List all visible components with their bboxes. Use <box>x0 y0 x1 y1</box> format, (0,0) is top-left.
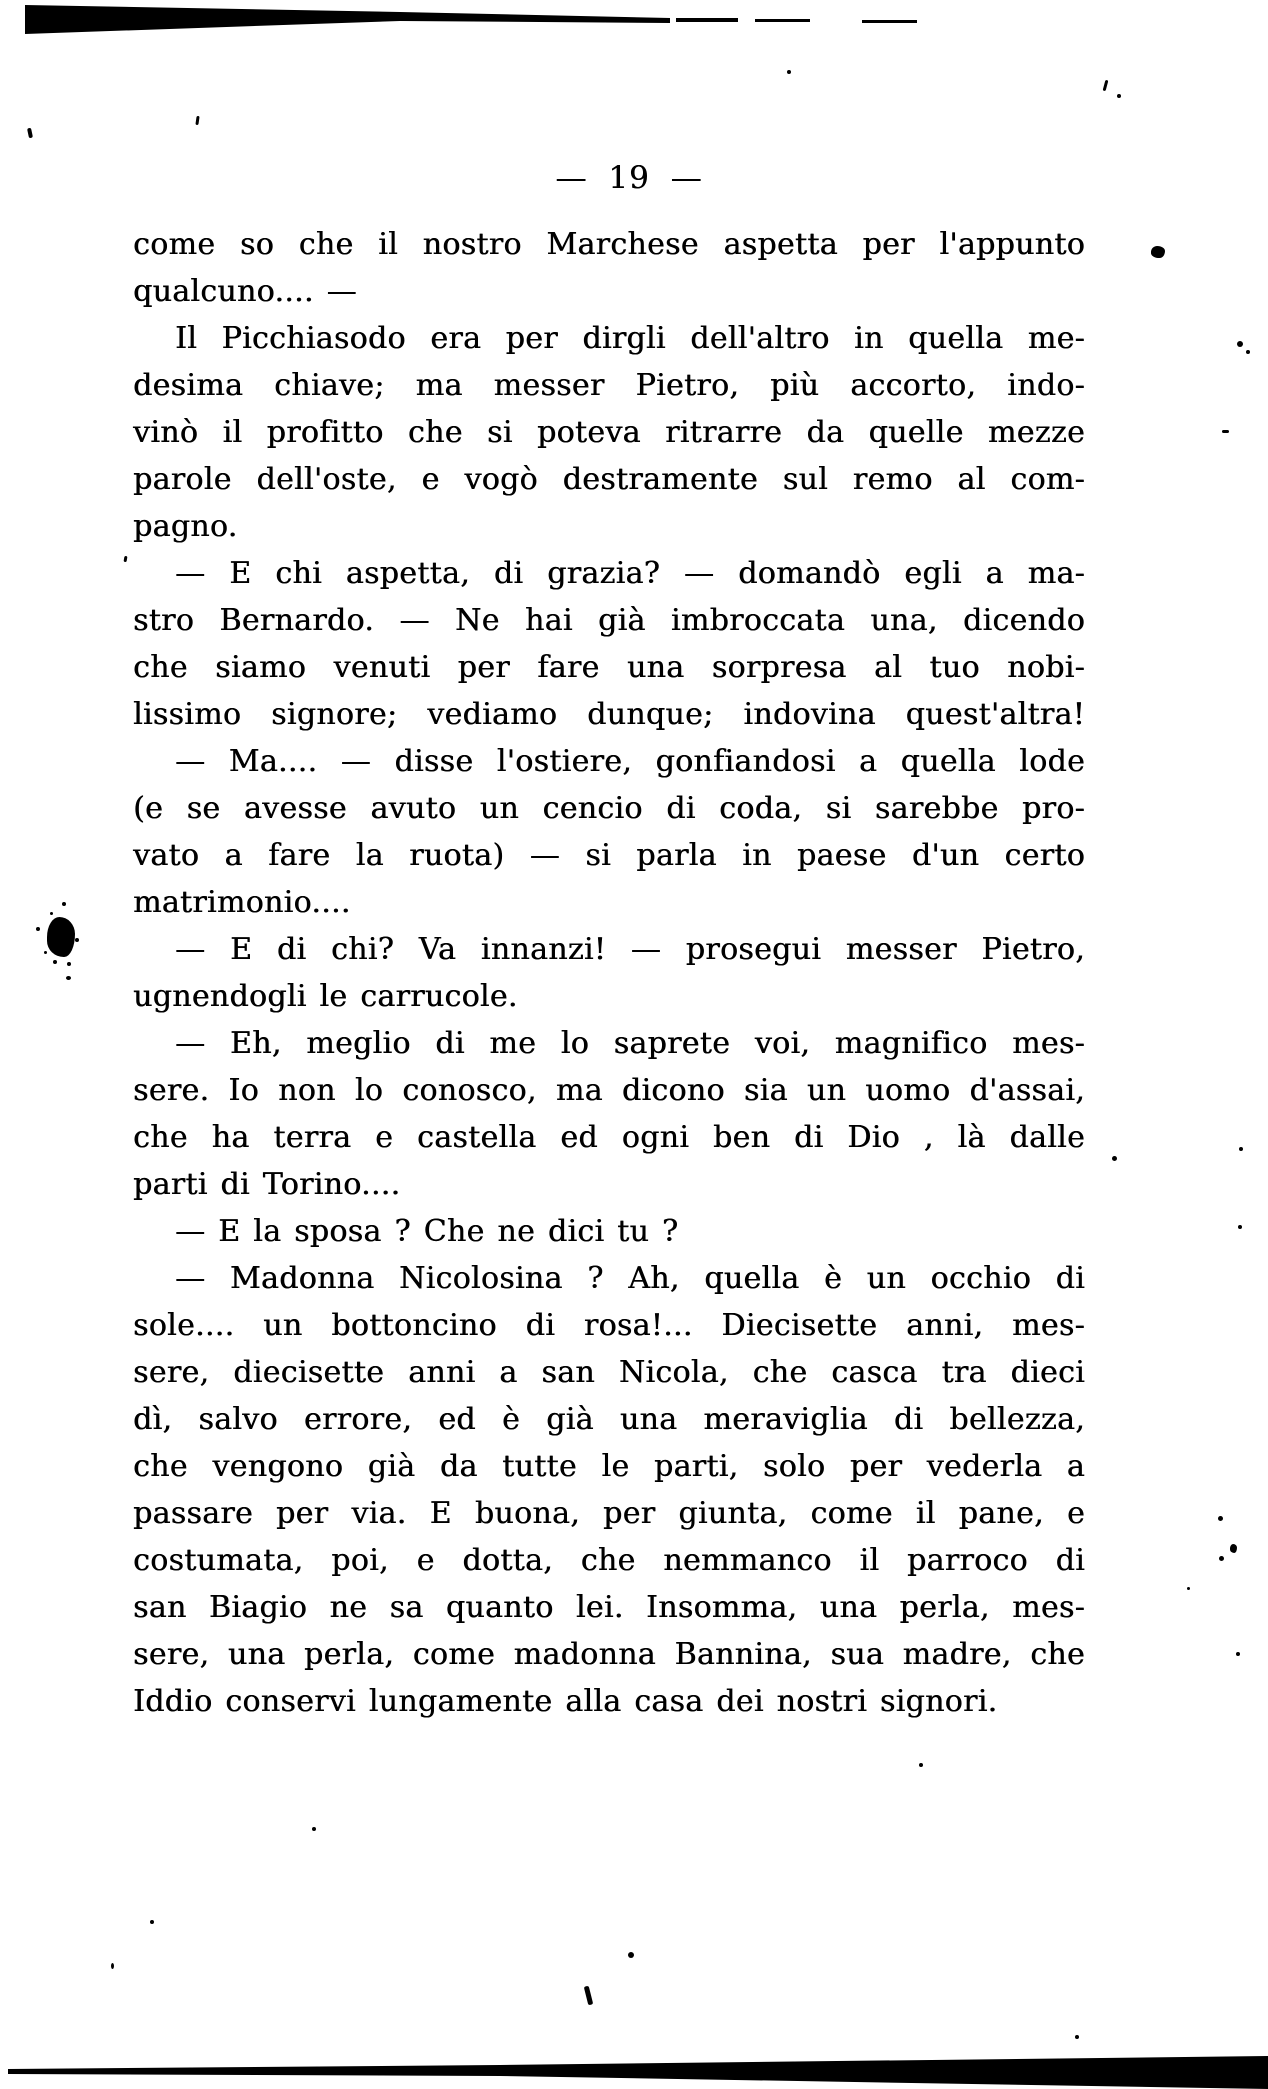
text-line: Il Picchiasodo era per dirgli dell'altro in quella me- <box>175 321 1085 356</box>
text-line: stro Bernardo. — Ne hai già imbroccata una, dicendo <box>133 603 1085 638</box>
text-line: parole dell'oste, e vogò destramente sul remo al com- <box>133 462 1085 497</box>
ink-speck <box>195 116 199 125</box>
ink-speck <box>36 927 40 931</box>
text-line: — Eh, meglio di me lo saprete voi, magnifico mes- <box>175 1026 1085 1061</box>
ink-speck <box>787 70 791 74</box>
ink-speck <box>1238 1225 1242 1229</box>
text-line: desima chiave; ma messer Pietro, più accorto, indo- <box>133 368 1085 403</box>
text-line: qualcuno.... — <box>133 274 357 309</box>
ink-speck <box>1219 1556 1224 1561</box>
text-line: sole.... un bottoncino di rosa!... Diecisette anni, mes- <box>133 1308 1085 1343</box>
text-line: vato a fare la ruota) — si parla in paese d'un certo <box>133 838 1085 873</box>
scan-edge-artifact-top <box>0 0 1268 44</box>
text-line: che ha terra e castella ed ogni ben di Dio , là dalle <box>133 1120 1085 1155</box>
text-line: lissimo signore; vediamo dunque; indovina quest'altra! <box>133 697 1085 732</box>
text-line: che siamo venuti per fare una sorpresa al tuo nobi- <box>133 650 1085 685</box>
ink-speck <box>62 902 66 906</box>
ink-speck <box>124 556 128 562</box>
ink-speck <box>44 951 47 954</box>
ink-speck <box>1236 1652 1240 1656</box>
text-line: — Madonna Nicolosina ? Ah, quella è un occhio di <box>175 1261 1085 1296</box>
ink-speck <box>1112 1156 1117 1161</box>
ink-speck <box>1218 1516 1223 1521</box>
ink-speck <box>1230 1544 1237 1553</box>
text-line: che vengono già da tutte le parti, solo per vederla a <box>133 1449 1085 1484</box>
ink-speck <box>111 1963 114 1969</box>
ink-speck <box>67 962 71 966</box>
ink-speck <box>584 1986 593 2006</box>
text-line: (e se avesse avuto un cencio di coda, si sarebbe pro- <box>133 791 1085 826</box>
text-line: ugnendogli le carrucole. <box>133 979 518 1014</box>
text-line: matrimonio.... <box>133 885 351 920</box>
text-line: san Biagio ne sa quanto lei. Insomma, una perla, mes- <box>133 1590 1085 1625</box>
page-number: — 19 — <box>555 160 703 196</box>
ink-speck <box>1151 246 1165 258</box>
scan-edge-artifact-bottom <box>0 2055 1268 2089</box>
ink-speck <box>919 1763 923 1767</box>
ink-speck <box>75 938 79 942</box>
ink-speck <box>27 128 33 139</box>
ink-speck <box>1117 94 1121 98</box>
ink-speck <box>53 960 57 964</box>
text-line: parti di Torino.... <box>133 1167 401 1202</box>
text-line: sere, una perla, come madonna Bannina, sua madre, che <box>133 1637 1085 1672</box>
ink-speck <box>1239 1147 1243 1151</box>
text-column <box>133 221 1085 1725</box>
ink-speck <box>1075 2035 1079 2039</box>
text-line: dì, salvo errore, ed è già una meraviglia di bellezza, <box>133 1402 1085 1437</box>
ink-speck <box>1103 80 1109 91</box>
ink-speck <box>66 976 71 980</box>
ink-speck <box>47 917 75 957</box>
text-line: costumata, poi, e dotta, che nemmanco il parroco di <box>133 1543 1085 1578</box>
text-line: Iddio conservi lungamente alla casa dei nostri signori. <box>133 1684 998 1719</box>
text-line: passare per via. E buona, per giunta, come il pane, e <box>133 1496 1085 1531</box>
text-line: vinò il profitto che si poteva ritrarre da quelle mezze <box>133 415 1085 450</box>
text-line: — E chi aspetta, di grazia? — domandò egli a ma- <box>175 556 1085 591</box>
ink-speck <box>1237 341 1243 347</box>
ink-speck <box>1246 350 1250 354</box>
ink-speck <box>1222 430 1229 433</box>
text-line: — E la sposa ? Che ne dici tu ? <box>175 1214 679 1249</box>
text-line: sere, diecisette anni a san Nicola, che casca tra dieci <box>133 1355 1085 1390</box>
text-line: — E di chi? Va innanzi! — prosegui messer Pietro, <box>175 932 1085 967</box>
text-line: sere. Io non lo conosco, ma dicono sia un uomo d'assai, <box>133 1073 1085 1108</box>
text-line: pagno. <box>133 509 238 544</box>
text-line: — Ma.... — disse l'ostiere, gonfiandosi a quella lode <box>175 744 1085 779</box>
text-line: come so che il nostro Marchese aspetta per l'appunto <box>133 227 1085 262</box>
ink-speck <box>1187 1587 1190 1590</box>
ink-speck <box>150 1920 154 1924</box>
ink-speck <box>312 1827 316 1831</box>
ink-speck <box>50 912 53 915</box>
ink-speck <box>628 1952 634 1958</box>
